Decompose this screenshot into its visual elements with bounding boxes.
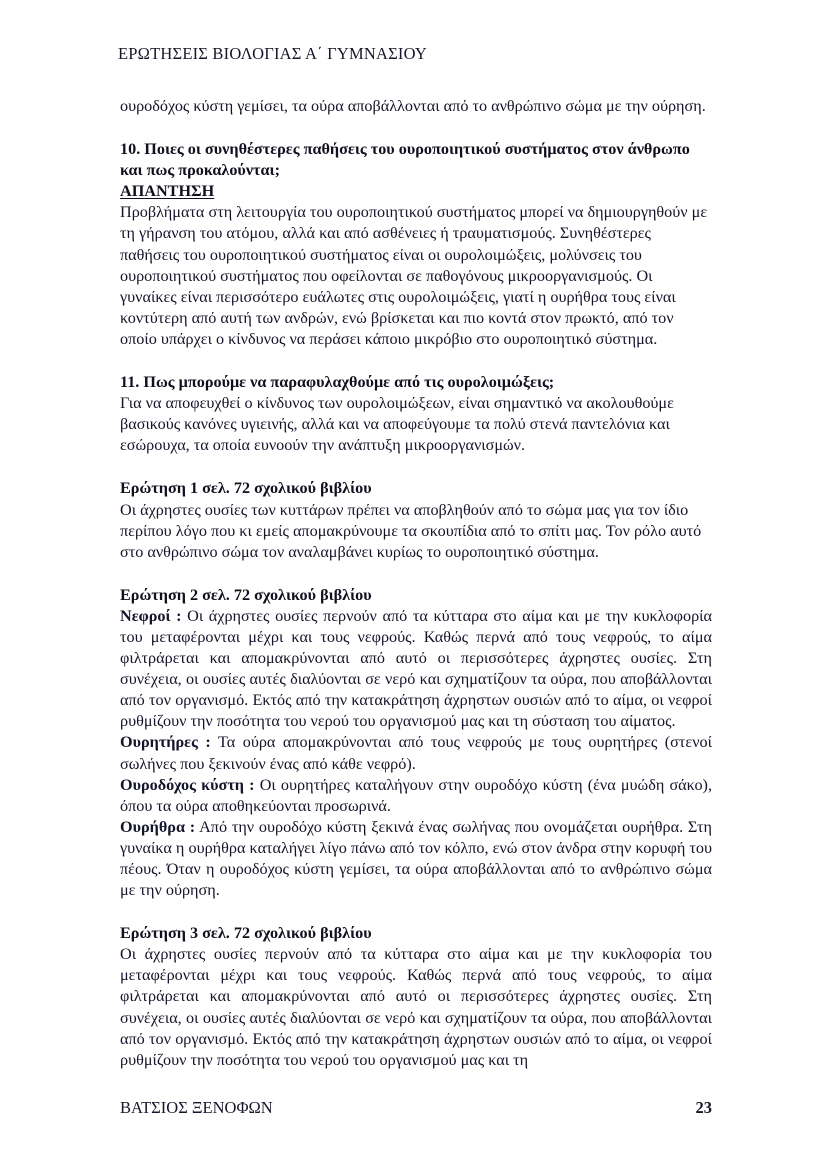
exercise-2-item-text: Από την ουροδόχο κύστη ξεκινά ένας σωλήνας που ονομάζεται ουρήθρα. Στη γυναίκα η ουρήθρα καταλήγει λίγο πάνω από τον κόλπο, ενώ στον άνδρα στην κορυφή του πέους. Όταν η ουροδόχος κύστη γεμίσει, τα ούρα αποβάλλονται από το ανθρώπινο σώμα με την ούρηση. (120, 817, 713, 900)
exercise-1-answer-text: Οι άχρηστες ουσίες των κυττάρων πρέπει να αποβληθούν από το σώμα μας για τον ίδιο περίπου λόγο που κι εμείς απομακρύνουμε τα σκουπίδια από το σπίτι μας. Τον ρόλο αυτό στο ανθρώπινο σώμα τον αναλαμβάνει κυρίως το ουροποιητικό σύστημα. (120, 500, 702, 561)
question-10-answer-label: ΑΠΑΝΤΗΣΗ (120, 182, 215, 201)
exercise-2-item-text: Οι άχρηστες ουσίες περνούν από τα κύτταρα στο αίμα και με την κυκλοφορία του μεταφέρονται μέχρι και τους νεφρούς. Καθώς περνά από τους νεφρούς, το αίμα φιλτράρεται και απομακρύνονται από αυτό οι περισσότερες άχρηστες ουσίες. Στη συνέχεια, οι ουσίες αυτές διαλύονται σε νερό και σχηματίζουν τα ούρα, που αποβάλλονται από τον οργανισμό. Εκτός από την κατακράτηση άχρηστων ουσιών από το αίμα, οι νεφροί ρυθμίζουν την ποσότητα του νερού του οργανισμού μας και τη σύσταση του αίματος. (120, 606, 712, 731)
question-11-answer-text: Για να αποφευχθεί ο κίνδυνος των ουρολοιμώξεων, είναι σημαντικό να ακολουθούμε βασικούς κανόνες υγιεινής, αλλά και να αποφεύγουμε τα πολύ στενά παντελόνια και εσώρουχα, τα οποία ευνοούν την ανάπτυξη μικροοργανισμών. (120, 394, 674, 455)
page-footer (120, 1098, 712, 1118)
exercise-2-item (120, 732, 712, 774)
continued-paragraph: ουροδόχος κύστη γεμίσει, τα ούρα αποβάλλονται από το ανθρώπινο σώμα με την ούρηση. (120, 97, 706, 115)
footer-page-number: 23 (695, 1098, 712, 1117)
exercise-2-item (120, 606, 712, 733)
exercise-2-item-text: Οι ουρητήρες καταλήγουν στην ουροδόχο κύστη (ένα μυώδη σάκο), όπου τα ούρα αποθηκεύονται προσωρινά. (120, 775, 712, 815)
question-10-answer-text: Προβλήματα στη λειτουργία του ουροποιητικού συστήματος μπορεί να δημιουργηθούν με τη γήρανση του ατόμου, αλλά και από ασθένειες ή τραυματισμούς. Συνηθέστερες παθήσεις του ουροποιητικού συστήματος είναι οι ουρολοιμώξεις, μολύνσεις του ουροποιητικού συστήματος που οφείλονται σε παθογόνους μικροοργανισμούς. Οι γυναίκες είναι περισσότερο ευάλωτες στις ουρολοιμώξεις, γιατί η ουρήθρα τους είναι κοντύτερη από αυτή των ανδρών, ενώ βρίσκεται και πιο κοντά στον πρωκτό, από τον οποίο υπάρχει ο κίνδυνος να περάσει κάποιο μικρόβιο στο ουροποιητικό σύστημα. (120, 203, 708, 348)
footer-author: ΒΑΤΣΙΟΣ ΞΕΝΟΦΩΝ (120, 1098, 273, 1117)
exercise-2-item (120, 817, 712, 901)
spacer (120, 456, 712, 478)
exercise-2-heading: Ερώτηση 2 σελ. 72 σχολικού βιβλίου (120, 585, 372, 604)
exercise-1-heading: Ερώτηση 1 σελ. 72 σχολικού βιβλίου (120, 479, 372, 498)
spacer (120, 563, 712, 585)
exercise-2-item-label: Ουρητήρες : (120, 733, 211, 752)
page-header: ΕΡΩΤΗΣΕΙΣ ΒΙΟΛΟΓΙΑΣ Α΄ ΓΥΜΝΑΣΙΟΥ (118, 44, 428, 63)
exercise-2-item-text: Τα ούρα απομακρύνονται από τους νεφρούς με τους ουρητήρες (στενοί σωλήνες που ξεκινούν ένας από κάθε νεφρό). (120, 733, 712, 773)
document-body (120, 96, 712, 1071)
spacer (120, 901, 712, 923)
exercise-3-answer-text: Οι άχρηστες ουσίες περνούν από τα κύτταρα στο αίμα και με την κυκλοφορία του μεταφέρονται μέχρι και τους νεφρούς. Καθώς περνά από τους νεφρούς, το αίμα φιλτράρεται και απομακρύνονται από αυτό οι περισσότερες άχρηστες ουσίες. Στη συνέχεια, οι ουσίες αυτές διαλύονται σε νερό και σχηματίζουν τα ούρα, που αποβάλλονται από τον οργανισμό. Εκτός από την κατακράτηση άχρηστων ουσιών από το αίμα, οι νεφροί ρυθμίζουν την ποσότητα του νερού του οργανισμού μας και τη (120, 945, 712, 1069)
exercise-2-item-label: Ουρήθρα : (120, 817, 196, 836)
exercise-3-heading: Ερώτηση 3 σελ. 72 σχολικού βιβλίου (120, 924, 372, 943)
question-10-heading: 10. Ποιες οι συνηθέστερες παθήσεις του ουροποιητικού συστήματος στον άνθρωπο και πως προκαλούνται; (120, 140, 690, 180)
exercise-2-item (120, 775, 712, 817)
question-11-heading: 11. Πως μπορούμε να παραφυλαχθούμε από τις ουρολοιμώξεις; (120, 373, 555, 392)
spacer (120, 117, 712, 139)
exercise-2-item-label: Ουροδόχος κύστη : (120, 775, 255, 794)
spacer (120, 350, 712, 372)
exercise-2-item-label: Νεφροί : (120, 606, 182, 625)
